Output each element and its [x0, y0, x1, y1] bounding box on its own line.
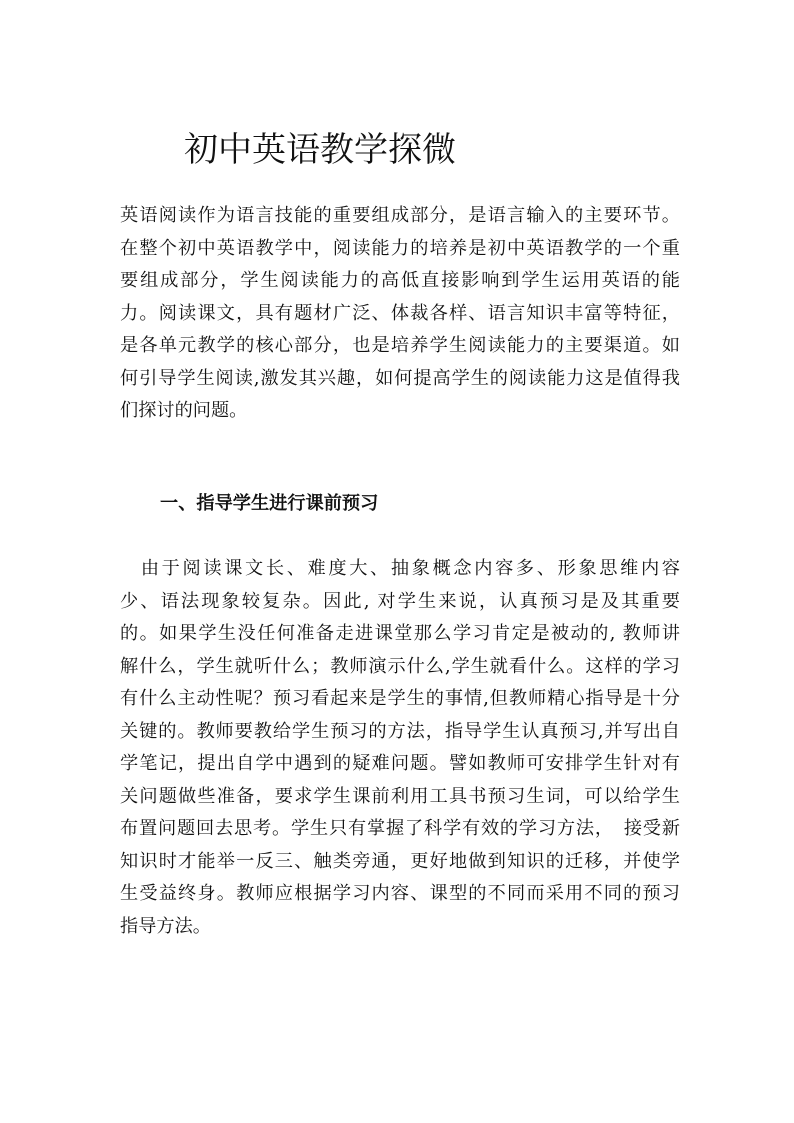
paragraph-line: 少、语法现象较复杂。因此, 对学生来说，认真预习是及其重要	[120, 590, 680, 612]
paragraph-line: 是各单元教学的核心部分，也是培养学生阅读能力的主要渠道。如	[120, 335, 680, 356]
paragraph-line: 布置问题回去思考。学生只有掌握了科学有效的学习方法， 接受新	[120, 818, 680, 839]
section-heading: 一、指导学生进行课前预习	[160, 493, 379, 514]
paragraph-line: 在整个初中英语教学中，阅读能力的培养是初中英语教学的一个重	[120, 237, 680, 259]
paragraph-line: 指导方法。	[120, 915, 211, 937]
paragraph-line: 何引导学生阅读,激发其兴趣，如何提高学生的阅读能力这是值得我	[120, 367, 680, 389]
paragraph-line: 们探讨的问题。	[120, 400, 248, 421]
paragraph-line: 力。阅读课文，具有题材广泛、体裁各样、语言知识丰富等特征，	[120, 302, 680, 324]
paragraph-line: 由于阅读课文长、难度大、抽象概念内容多、形象思维内容	[120, 558, 680, 579]
paragraph-line: 有什么主动性呢？预习看起来是学生的事情,但教师精心指导是十分	[120, 688, 680, 709]
paragraph-line: 生受益终身。教师应根据学习内容、课型的不同而采用不同的预习	[120, 883, 680, 904]
paragraph-line: 关键的。教师要教给学生预习的方法，指导学生认真预习,并写出自	[120, 720, 680, 742]
paragraph-line: 解什么，学生就听什么；教师演示什么,学生就看什么。这样的学习	[120, 655, 680, 677]
paragraph-line: 关问题做些准备，要求学生课前利用工具书预习生词，可以给学生	[120, 785, 680, 807]
paragraph-line: 学笔记，提出自学中遇到的疑难问题。譬如教师可安排学生针对有	[120, 753, 680, 774]
paragraph-line: 的。如果学生没任何准备走进课堂那么学习肯定是被动的, 教师讲	[120, 623, 680, 644]
intro-paragraph	[120, 200, 680, 428]
document-title: 初中英语教学探微	[184, 130, 456, 170]
paragraph-line: 要组成部分，学生阅读能力的高低直接影响到学生运用英语的能	[120, 270, 680, 291]
paragraph-line: 英语阅读作为语言技能的重要组成部分，是语言输入的主要环节。	[120, 205, 680, 226]
section-paragraph	[120, 553, 680, 943]
paragraph-line: 知识时才能举一反三、触类旁通，更好地做到知识的迁移，并使学	[120, 850, 680, 872]
